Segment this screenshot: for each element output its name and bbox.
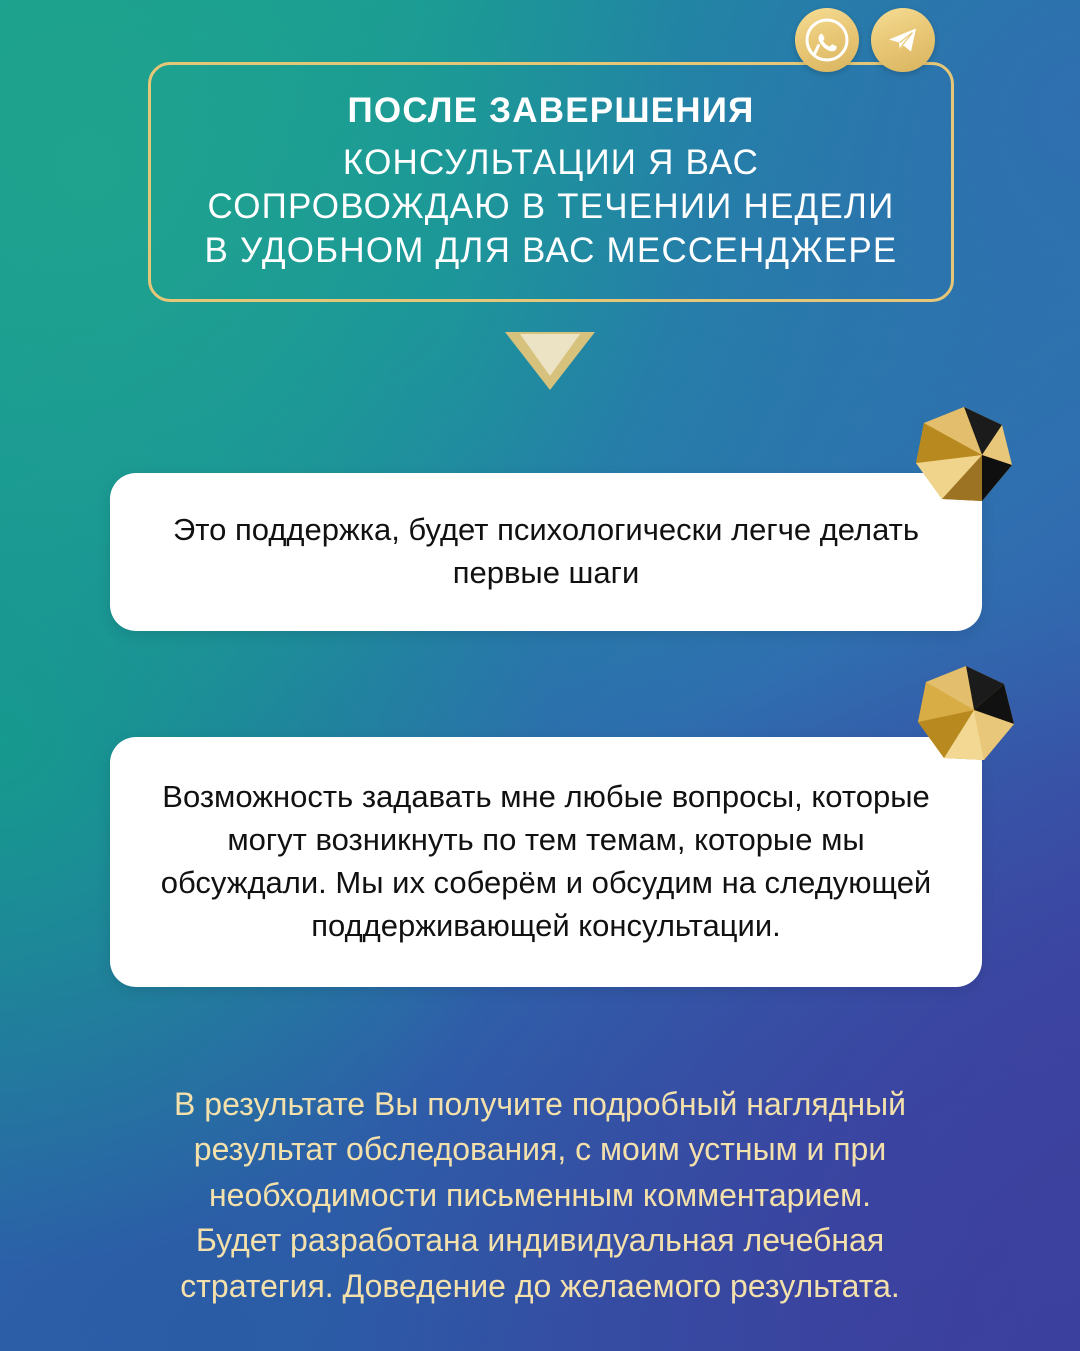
gem-decoration-icon	[912, 403, 1016, 507]
headline-box	[148, 62, 954, 302]
headline-line-4: В УДОБНОМ ДЛЯ ВАС МЕССЕНДЖЕРЕ	[204, 231, 898, 271]
headline-line-3: СОПРОВОЖДАЮ В ТЕЧЕНИИ НЕДЕЛИ	[207, 187, 895, 227]
benefit-card-text: Это поддержка, будет психологически легче делать первые шаги	[172, 512, 920, 590]
footer-line-2: результат обследования, с моим устным и при	[193, 1131, 887, 1168]
footer-line-1: В результате Вы получите подробный наглядный	[174, 1086, 906, 1122]
headline-line-1: ПОСЛЕ ЗАВЕРШЕНИЯ	[347, 91, 755, 130]
benefit-card	[110, 473, 982, 631]
headline-line-2: КОНСУЛЬТАЦИИ Я ВАС	[342, 143, 760, 183]
whatsapp-icon[interactable]	[795, 8, 859, 72]
benefit-card-text: Возможность задавать мне любые вопросы, которые могут возникнуть по тем темам, которые мы обсуждали. Мы их соберём и обсудим на следующей поддерживающей консультации.	[160, 779, 932, 943]
gem-decoration-icon	[914, 662, 1018, 766]
footer-line-3: необходимости письменным комментарием.	[208, 1176, 871, 1213]
footer-summary	[80, 1082, 1000, 1309]
arrow-down-inner-icon	[520, 334, 580, 376]
footer-line-4: Будет разработана индивидуальная лечебная	[195, 1222, 885, 1259]
footer-line-5: стратегия. Доведение до желаемого результата.	[180, 1267, 900, 1304]
social-links	[795, 8, 935, 72]
telegram-icon[interactable]	[871, 8, 935, 72]
benefit-card	[110, 737, 982, 987]
